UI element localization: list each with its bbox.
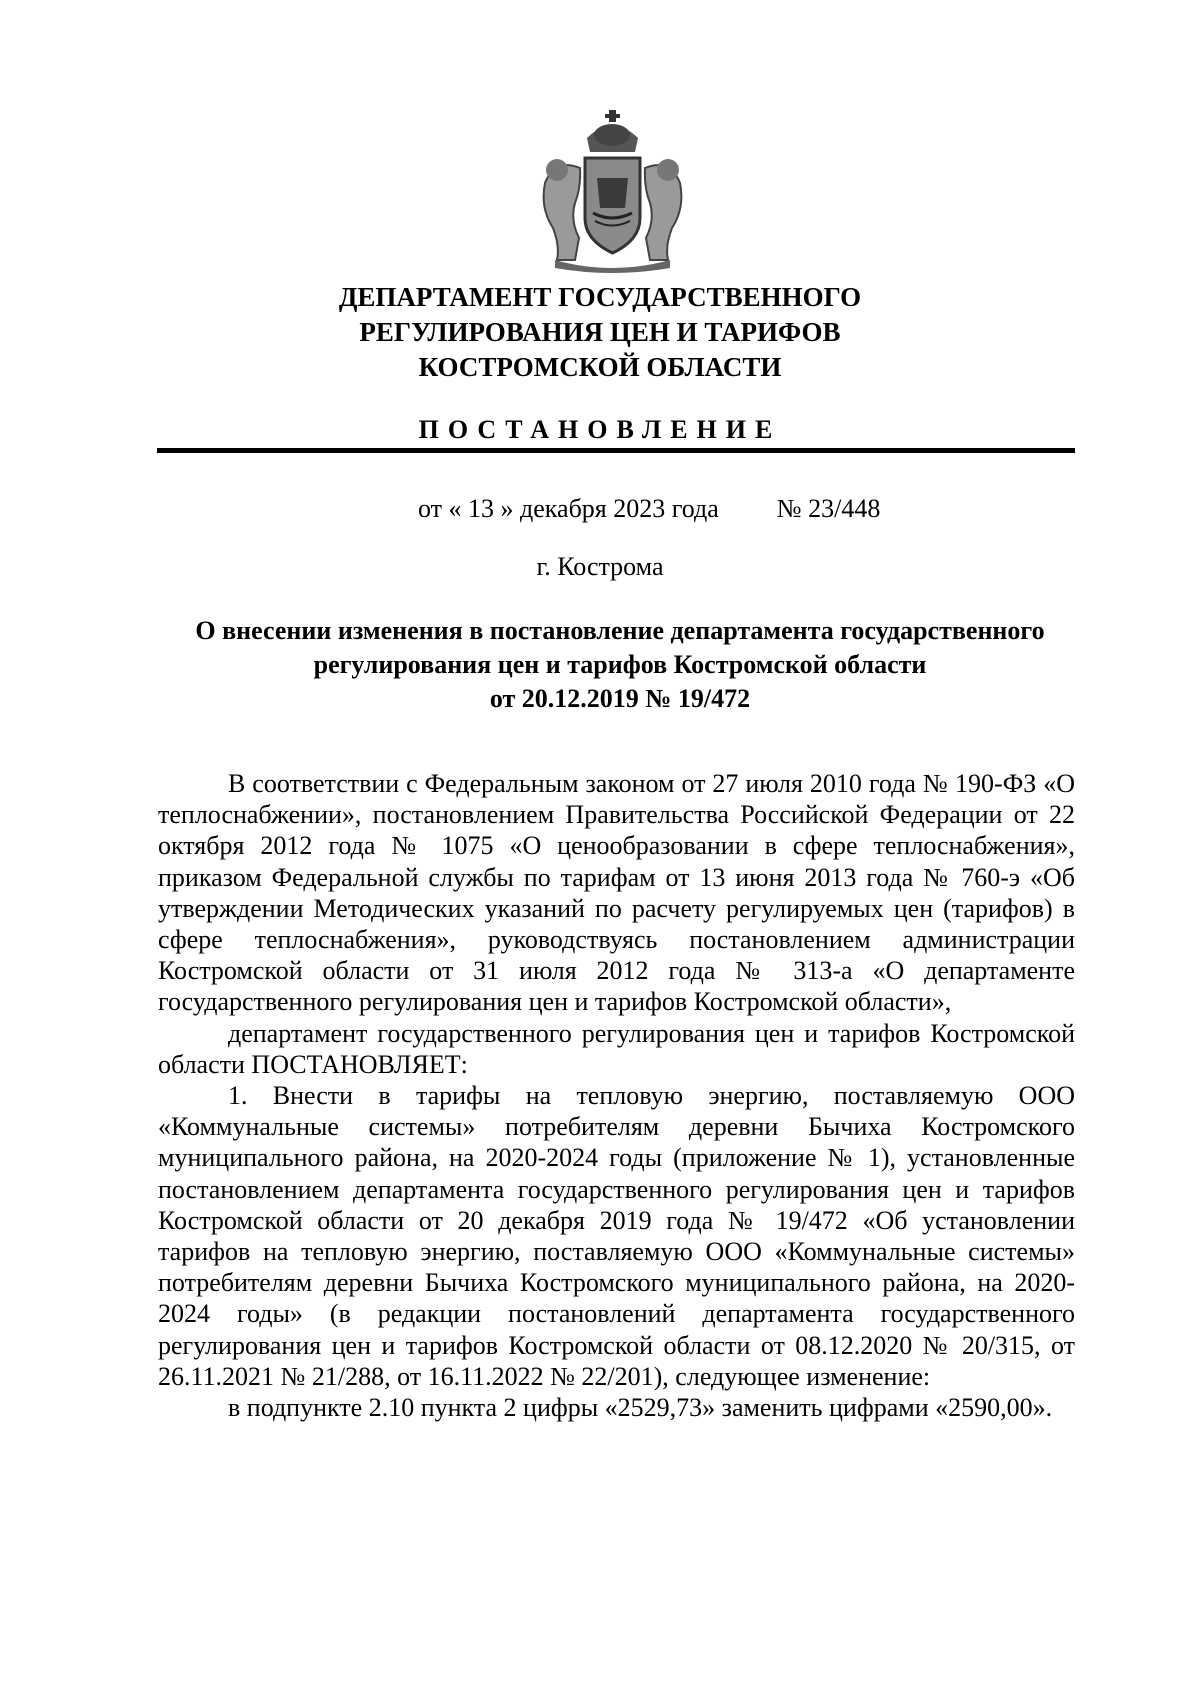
subject-line: регулирования цен и тарифов Костромской области — [313, 650, 927, 679]
document-type: ПОСТАНОВЛЕНИЕ — [418, 415, 782, 444]
document-body — [158, 768, 1075, 1423]
body-paragraph-item-1: 1. Внести в тарифы на тепловую энергию, поставляемую ООО «Коммунальные системы» потребителям деревни Бычиха Костромского муниципального района, на 2020-2024 годы (приложение № 1), установленные постановлением департамента государственного регулирования цен и тарифов Костромской области от 20 декабря 2019 года № 19/472 «Об установлении тарифов на тепловую энергию, поставляемую ООО «Коммунальные системы» потребителям деревни Бычиха Костромского муниципального района, на 2020-2024 годы» (в редакции постановлений департамента государственного регулирования цен и тарифов Костромской области от 08.12.2020 № 20/315, от 26.11.2021 № 21/288, от 16.11.2022 № 22/201), следующее изменение: — [158, 1081, 1075, 1391]
body-paragraph-preamble: В соответствии с Федеральным законом от 27 июля 2010 года № 190-ФЗ «О теплоснабжении», постановлением Правительства Российской Федерации от 22 октября 2012 года № 1075 «О ценообразовании в сфере теплоснабжения», приказом Федеральной службы по тарифам от 13 июня 2013 года № 760-э «Об утверждении Методических указаний по расчету регулируемых цен (тарифов) в сфере теплоснабжения», руководствуясь постановлением администрации Костромской области от 31 июля 2012 года № 313-а «О департаменте государственного регулирования цен и тарифов Костромской области», — [158, 769, 1075, 1017]
document-number: № 23/448 — [776, 494, 881, 523]
body-paragraph-change: в подпункте 2.10 пункта 2 цифры «2529,73» заменить цифрами «2590,00». — [228, 1393, 1053, 1423]
department-name-line: РЕГУЛИРОВАНИЯ ЦЕН И ТАРИФОВ — [359, 317, 841, 347]
date-number-line — [418, 493, 880, 525]
subject-line: О внесении изменения в постановление департамента государственного — [195, 616, 1045, 645]
document-city: г. Кострома — [536, 552, 664, 581]
document-subject — [150, 614, 1090, 716]
subject-line: от 20.12.2019 № 19/472 — [489, 684, 751, 713]
department-name — [150, 280, 1050, 385]
body-paragraph-resolves: департамент государственного регулирования цен и тарифов Костромской области ПОСТАНОВЛЯЕТ: — [158, 1018, 1075, 1079]
department-name-line: КОСТРОМСКОЙ ОБЛАСТИ — [418, 352, 782, 382]
header-divider — [157, 448, 1075, 453]
coat-of-arms-icon — [535, 108, 690, 273]
document-date: от « 13 » декабря 2023 года — [418, 494, 719, 523]
department-name-line: ДЕПАРТАМЕНТ ГОСУДАРСТВЕННОГО — [338, 282, 862, 312]
